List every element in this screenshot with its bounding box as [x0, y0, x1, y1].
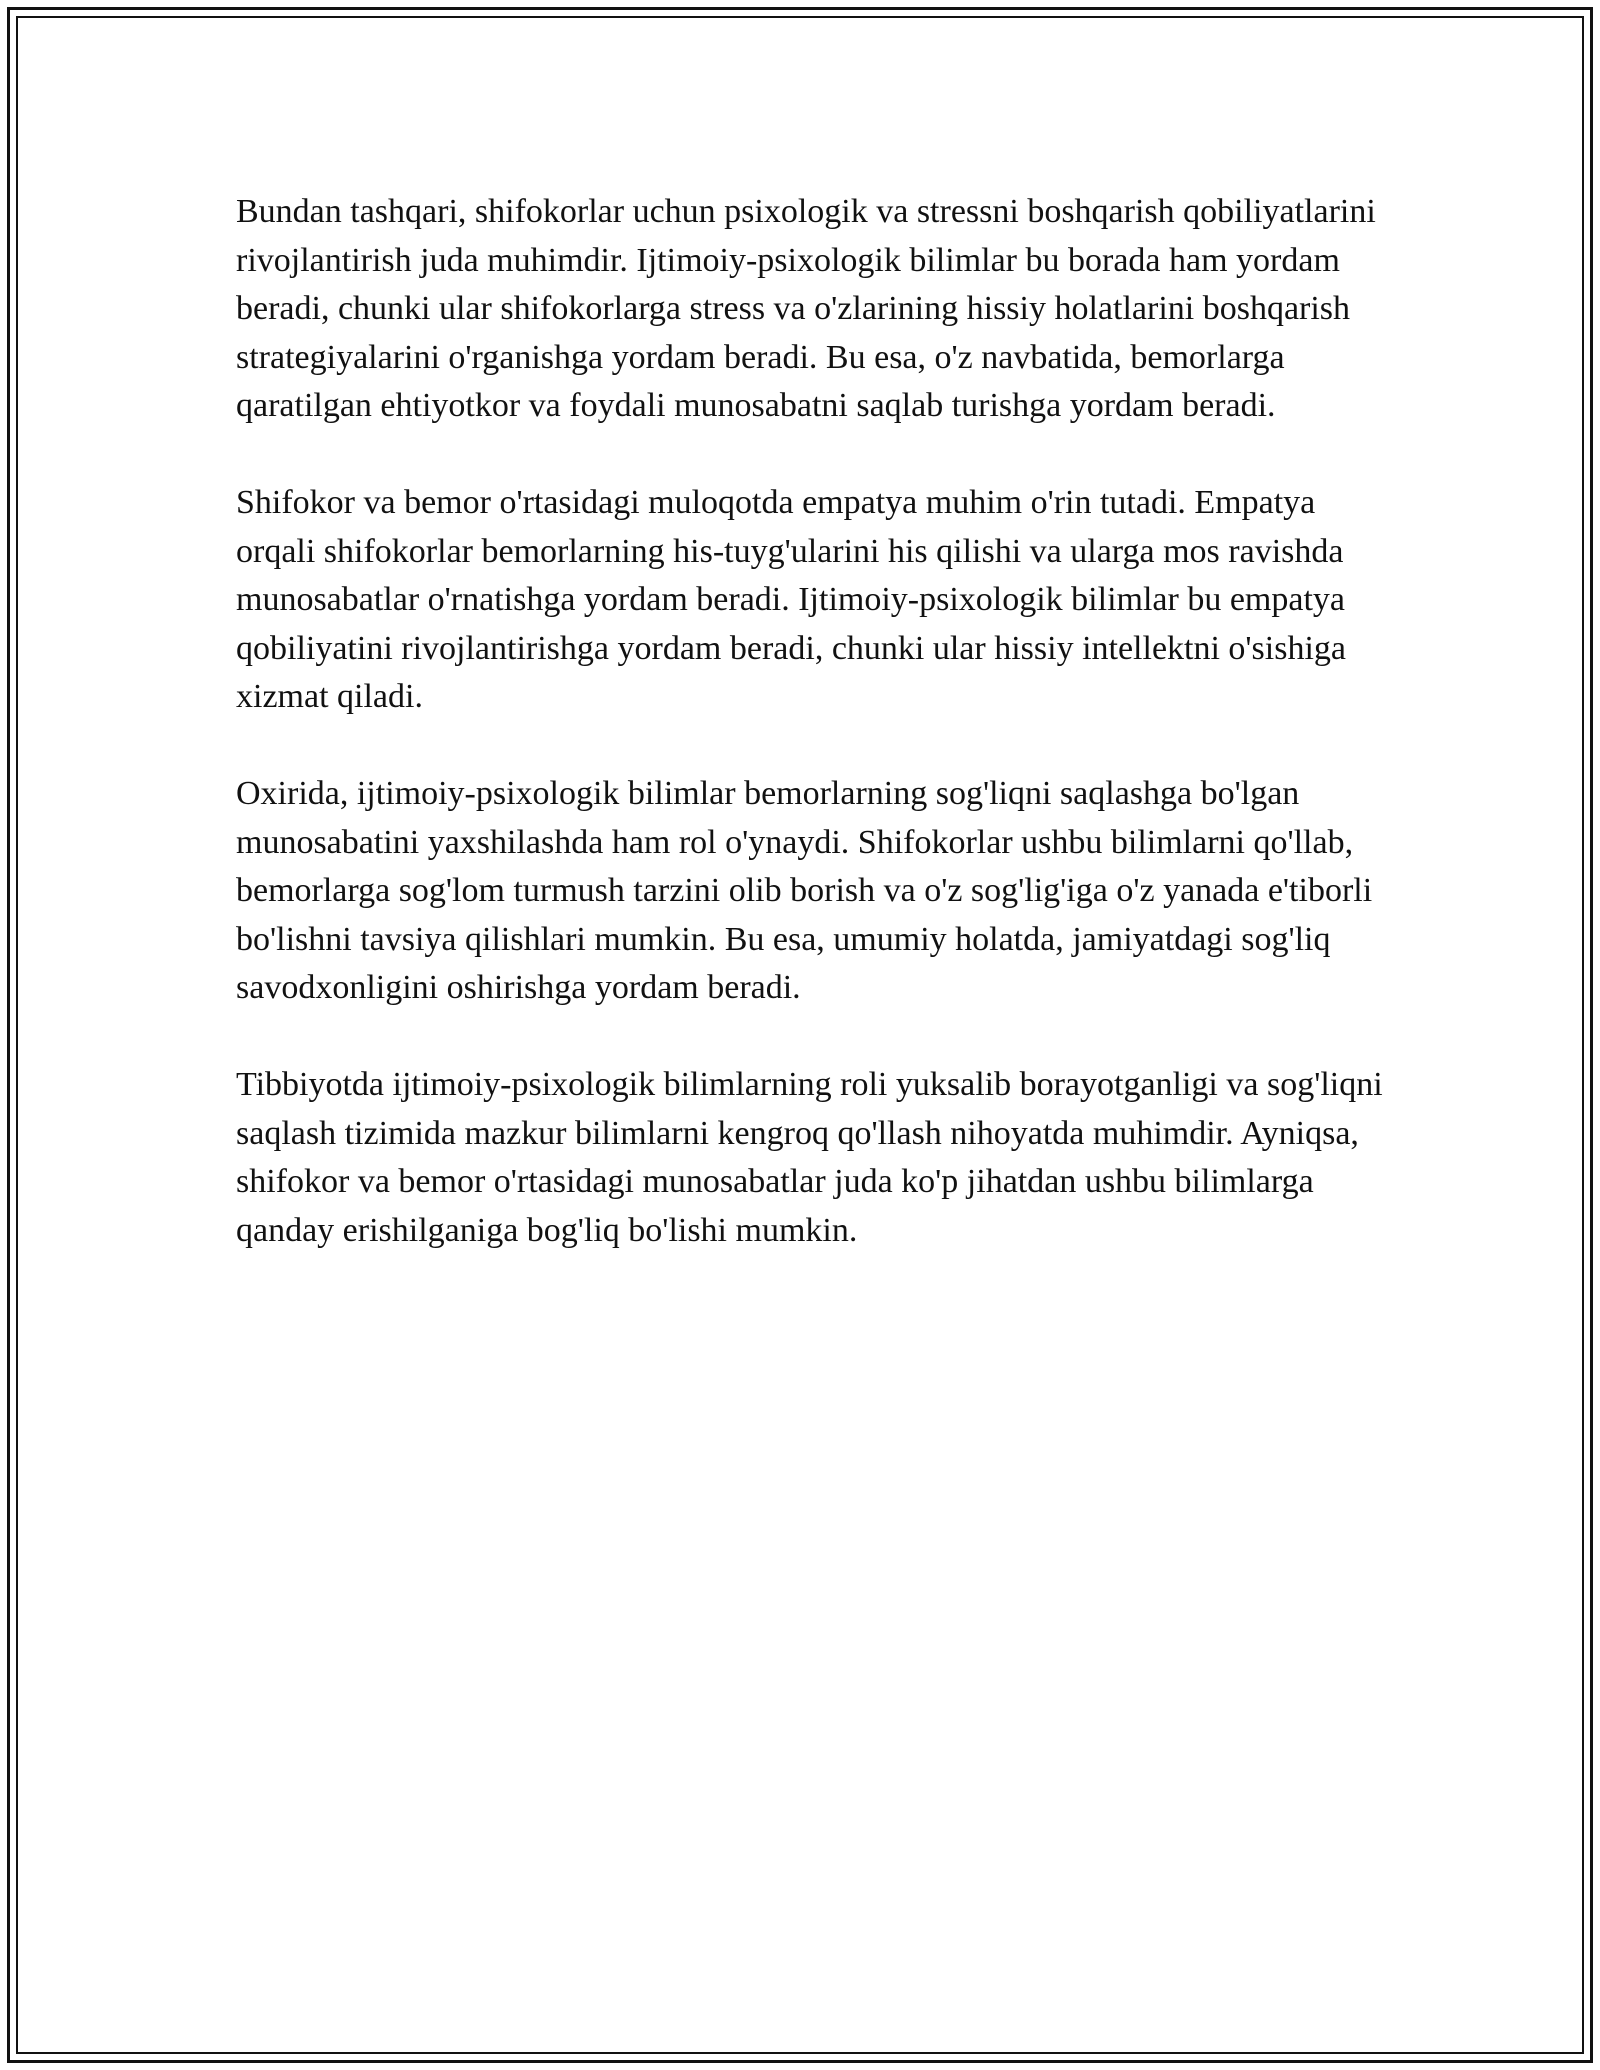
paragraph-2: Shifokor va bemor o'rtasidagi muloqotda empatya muhim o'rin tutadi. Empatya orqali shifokorlar bemorlarning his-tuyg'ularini his qilishi va ularga mos ravishda munosabatlar o'rnatishga yordam beradi. Ijtimoiy-psixologik bilimlar bu empatya qobiliyatini rivojlantirishga yordam beradi, chunki ular hissiy intellektni o'sishiga xizmat qiladi.	[236, 484, 1346, 715]
paragraph-4: Tibbiyotda ijtimoiy-psixologik bilimlarning roli yuksalib borayotganligi va sog'liqni saqlash tizimida mazkur bilimlarni kengroq qo'llash nihoyatda muhimdir. Ayniqsa, shifokor va bemor o'rtasidagi munosabatlar juda ko'p jihatdan ushbu bilimlarga qanday erishilganiga bog'liq bo'lishi mumkin.	[236, 1066, 1383, 1249]
document-body	[236, 188, 1386, 1304]
paragraph-1: Bundan tashqari, shifokorlar uchun psixologik va stressni boshqarish qobiliyatlarini rivojlantirish juda muhimdir. Ijtimoiy-psixologik bilimlar bu borada ham yordam beradi, chunki ular shifokorlarga stress va o'zlarining hissiy holatlarini boshqarish strategiyalarini o'rganishga yordam beradi. Bu esa, o'z navbatida, bemorlarga qaratilgan ehtiyotkor va foydali munosabatni saqlab turishga yordam beradi.	[236, 193, 1376, 424]
paragraph-3: Oxirida, ijtimoiy-psixologik bilimlar bemorlarning sog'liqni saqlashga bo'lgan munosabatini yaxshilashda ham rol o'ynaydi. Shifokorlar ushbu bilimlarni qo'llab, bemorlarga sog'lom turmush tarzini olib borish va o'z sog'lig'iga o'z yanada e'tiborli bo'lishni tavsiya qilishlari mumkin. Bu esa, umumiy holatda, jamiyatdagi sog'liq savodxonligini oshirishga yordam beradi.	[236, 775, 1373, 1006]
